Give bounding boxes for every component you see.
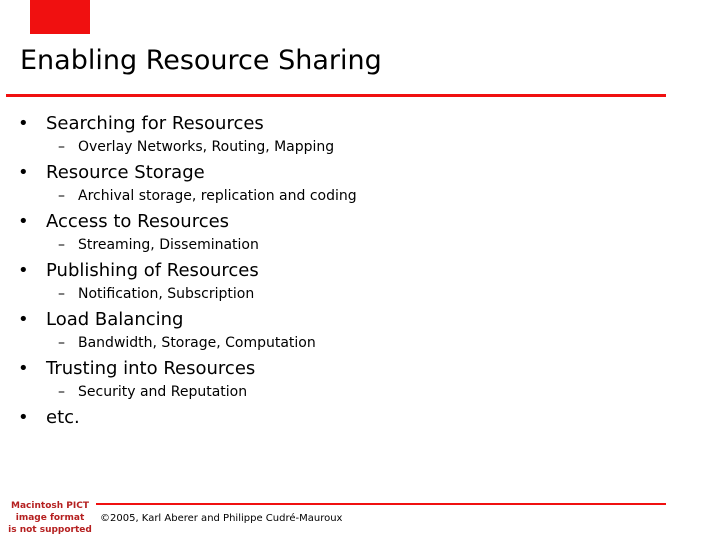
bullet-marker: •	[18, 211, 29, 232]
bullet-text: Resource Storage	[46, 162, 205, 183]
sub-bullet-marker: –	[58, 384, 65, 400]
sub-bullet-text: Bandwidth, Storage, Computation	[78, 335, 316, 351]
bullet-marker: •	[18, 309, 29, 330]
placeholder-line: image format	[15, 513, 85, 523]
unsupported-image-placeholder	[6, 500, 94, 538]
bullet-marker: •	[18, 113, 29, 134]
bullet-text: Publishing of Resources	[46, 260, 259, 281]
copyright-footer: ©2005, Karl Aberer and Philippe Cudré-Mauroux	[100, 513, 343, 524]
bullet-marker: •	[18, 260, 29, 281]
placeholder-line: Macintosh PICT	[11, 501, 89, 511]
bullet-text: Access to Resources	[46, 211, 230, 232]
sub-bullet-text: Notification, Subscription	[78, 286, 255, 302]
sub-bullet-text: Overlay Networks, Routing, Mapping	[78, 139, 335, 155]
bullet-marker: •	[18, 162, 29, 183]
bullet-marker: •	[18, 407, 29, 428]
sub-bullet-text: Archival storage, replication and coding	[78, 188, 357, 204]
sub-bullet-marker: –	[58, 335, 65, 351]
sub-bullet-marker: –	[58, 188, 65, 204]
sub-bullet-marker: –	[58, 286, 65, 302]
bullet-marker: •	[18, 358, 29, 379]
sub-bullet-marker: –	[58, 139, 65, 155]
sub-bullet-text: Security and Reputation	[78, 384, 248, 400]
sub-bullet-text: Streaming, Dissemination	[78, 237, 259, 253]
bullet-text: Trusting into Resources	[46, 358, 256, 379]
bullet-text: Load Balancing	[46, 309, 184, 330]
placeholder-line: is not supported	[8, 525, 92, 535]
sub-bullet-marker: –	[58, 237, 65, 253]
slide-title: Enabling Resource Sharing	[20, 45, 382, 76]
bullet-text: Searching for Resources	[46, 113, 264, 134]
bullet-text: etc.	[46, 407, 80, 428]
footer-divider	[96, 503, 666, 505]
